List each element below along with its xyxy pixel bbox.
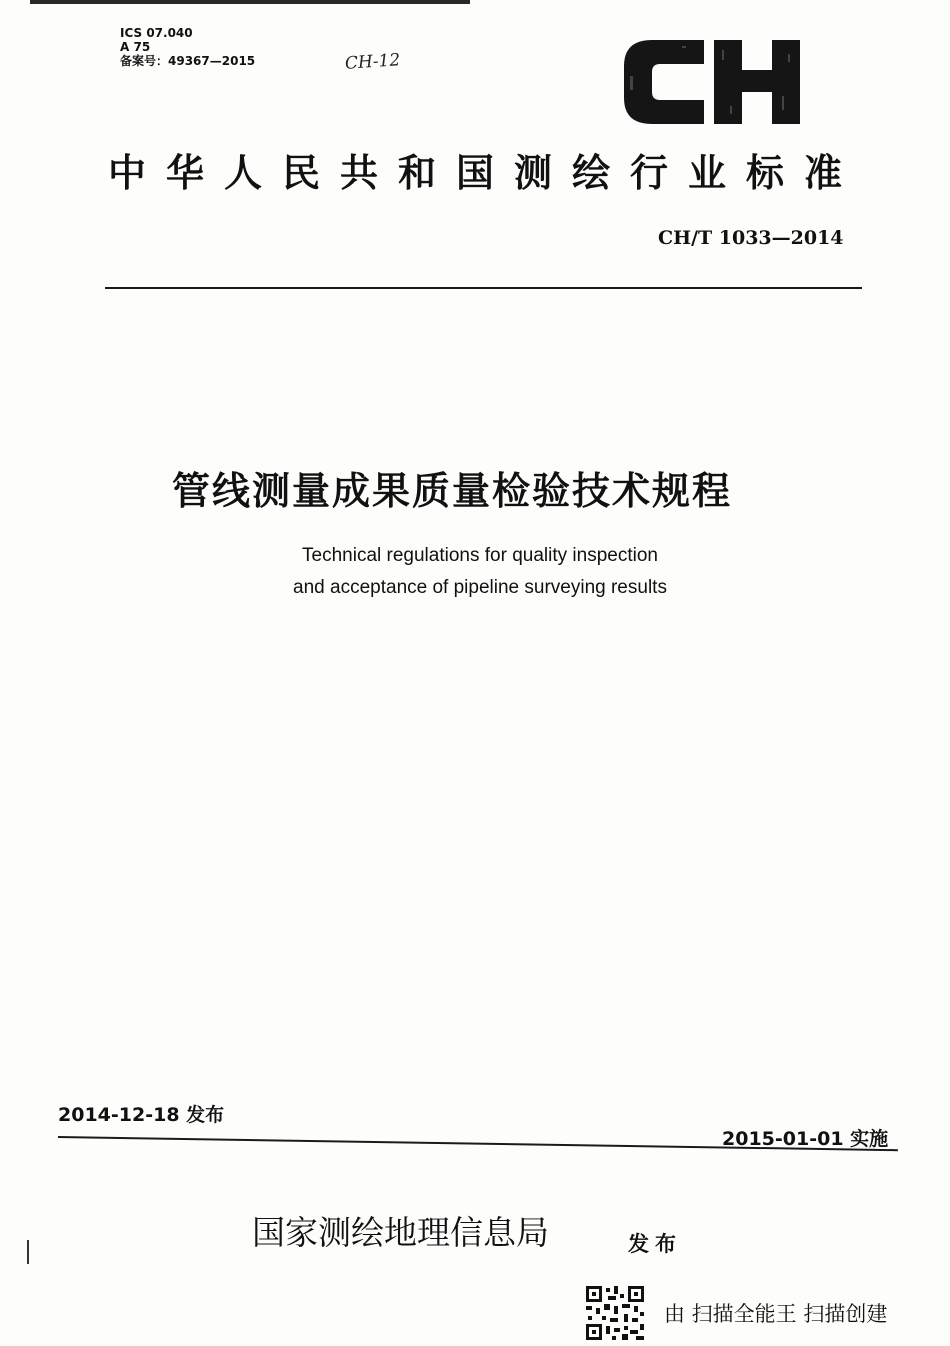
record-number: 备案号：49367—2015 (120, 54, 256, 68)
implementation-date: 2015-01-01 实施 (722, 1128, 889, 1150)
title-en-line-2: and acceptance of pipeline surveying results (293, 577, 667, 598)
ics-code: ICS 07.040 (120, 26, 193, 40)
title-en-line-1: Technical regulations for quality inspection (302, 545, 658, 566)
scan-edge-bar (30, 0, 470, 4)
standard-number-text: CH/T 1033—2014 (658, 227, 844, 249)
document-title-zh: 管线测量成果质量检验技术规程 (172, 469, 733, 513)
handwritten-note: CH-12 (344, 50, 401, 74)
publisher-name: 国家测绘地理信息局 (252, 1213, 549, 1252)
document-title-en (140, 540, 820, 604)
classification-block (120, 26, 255, 68)
ch-logo-graphic (622, 36, 804, 128)
publish-label: 发布 (628, 1232, 682, 1256)
standard-number (658, 227, 844, 249)
qr-code (584, 1284, 646, 1346)
issue-date: 2014-12-18 发布 (58, 1104, 225, 1126)
scanner-watermark: 由 扫描全能王 扫描创建 (664, 1302, 888, 1326)
scan-edge-mark (27, 1240, 29, 1264)
qr-code-graphic (584, 1284, 646, 1342)
ccs-code: A 75 (120, 40, 151, 54)
header-divider (105, 287, 862, 289)
standard-category: 中华人民共和国测绘行业标准 (108, 151, 863, 195)
ch-logo (622, 36, 804, 132)
